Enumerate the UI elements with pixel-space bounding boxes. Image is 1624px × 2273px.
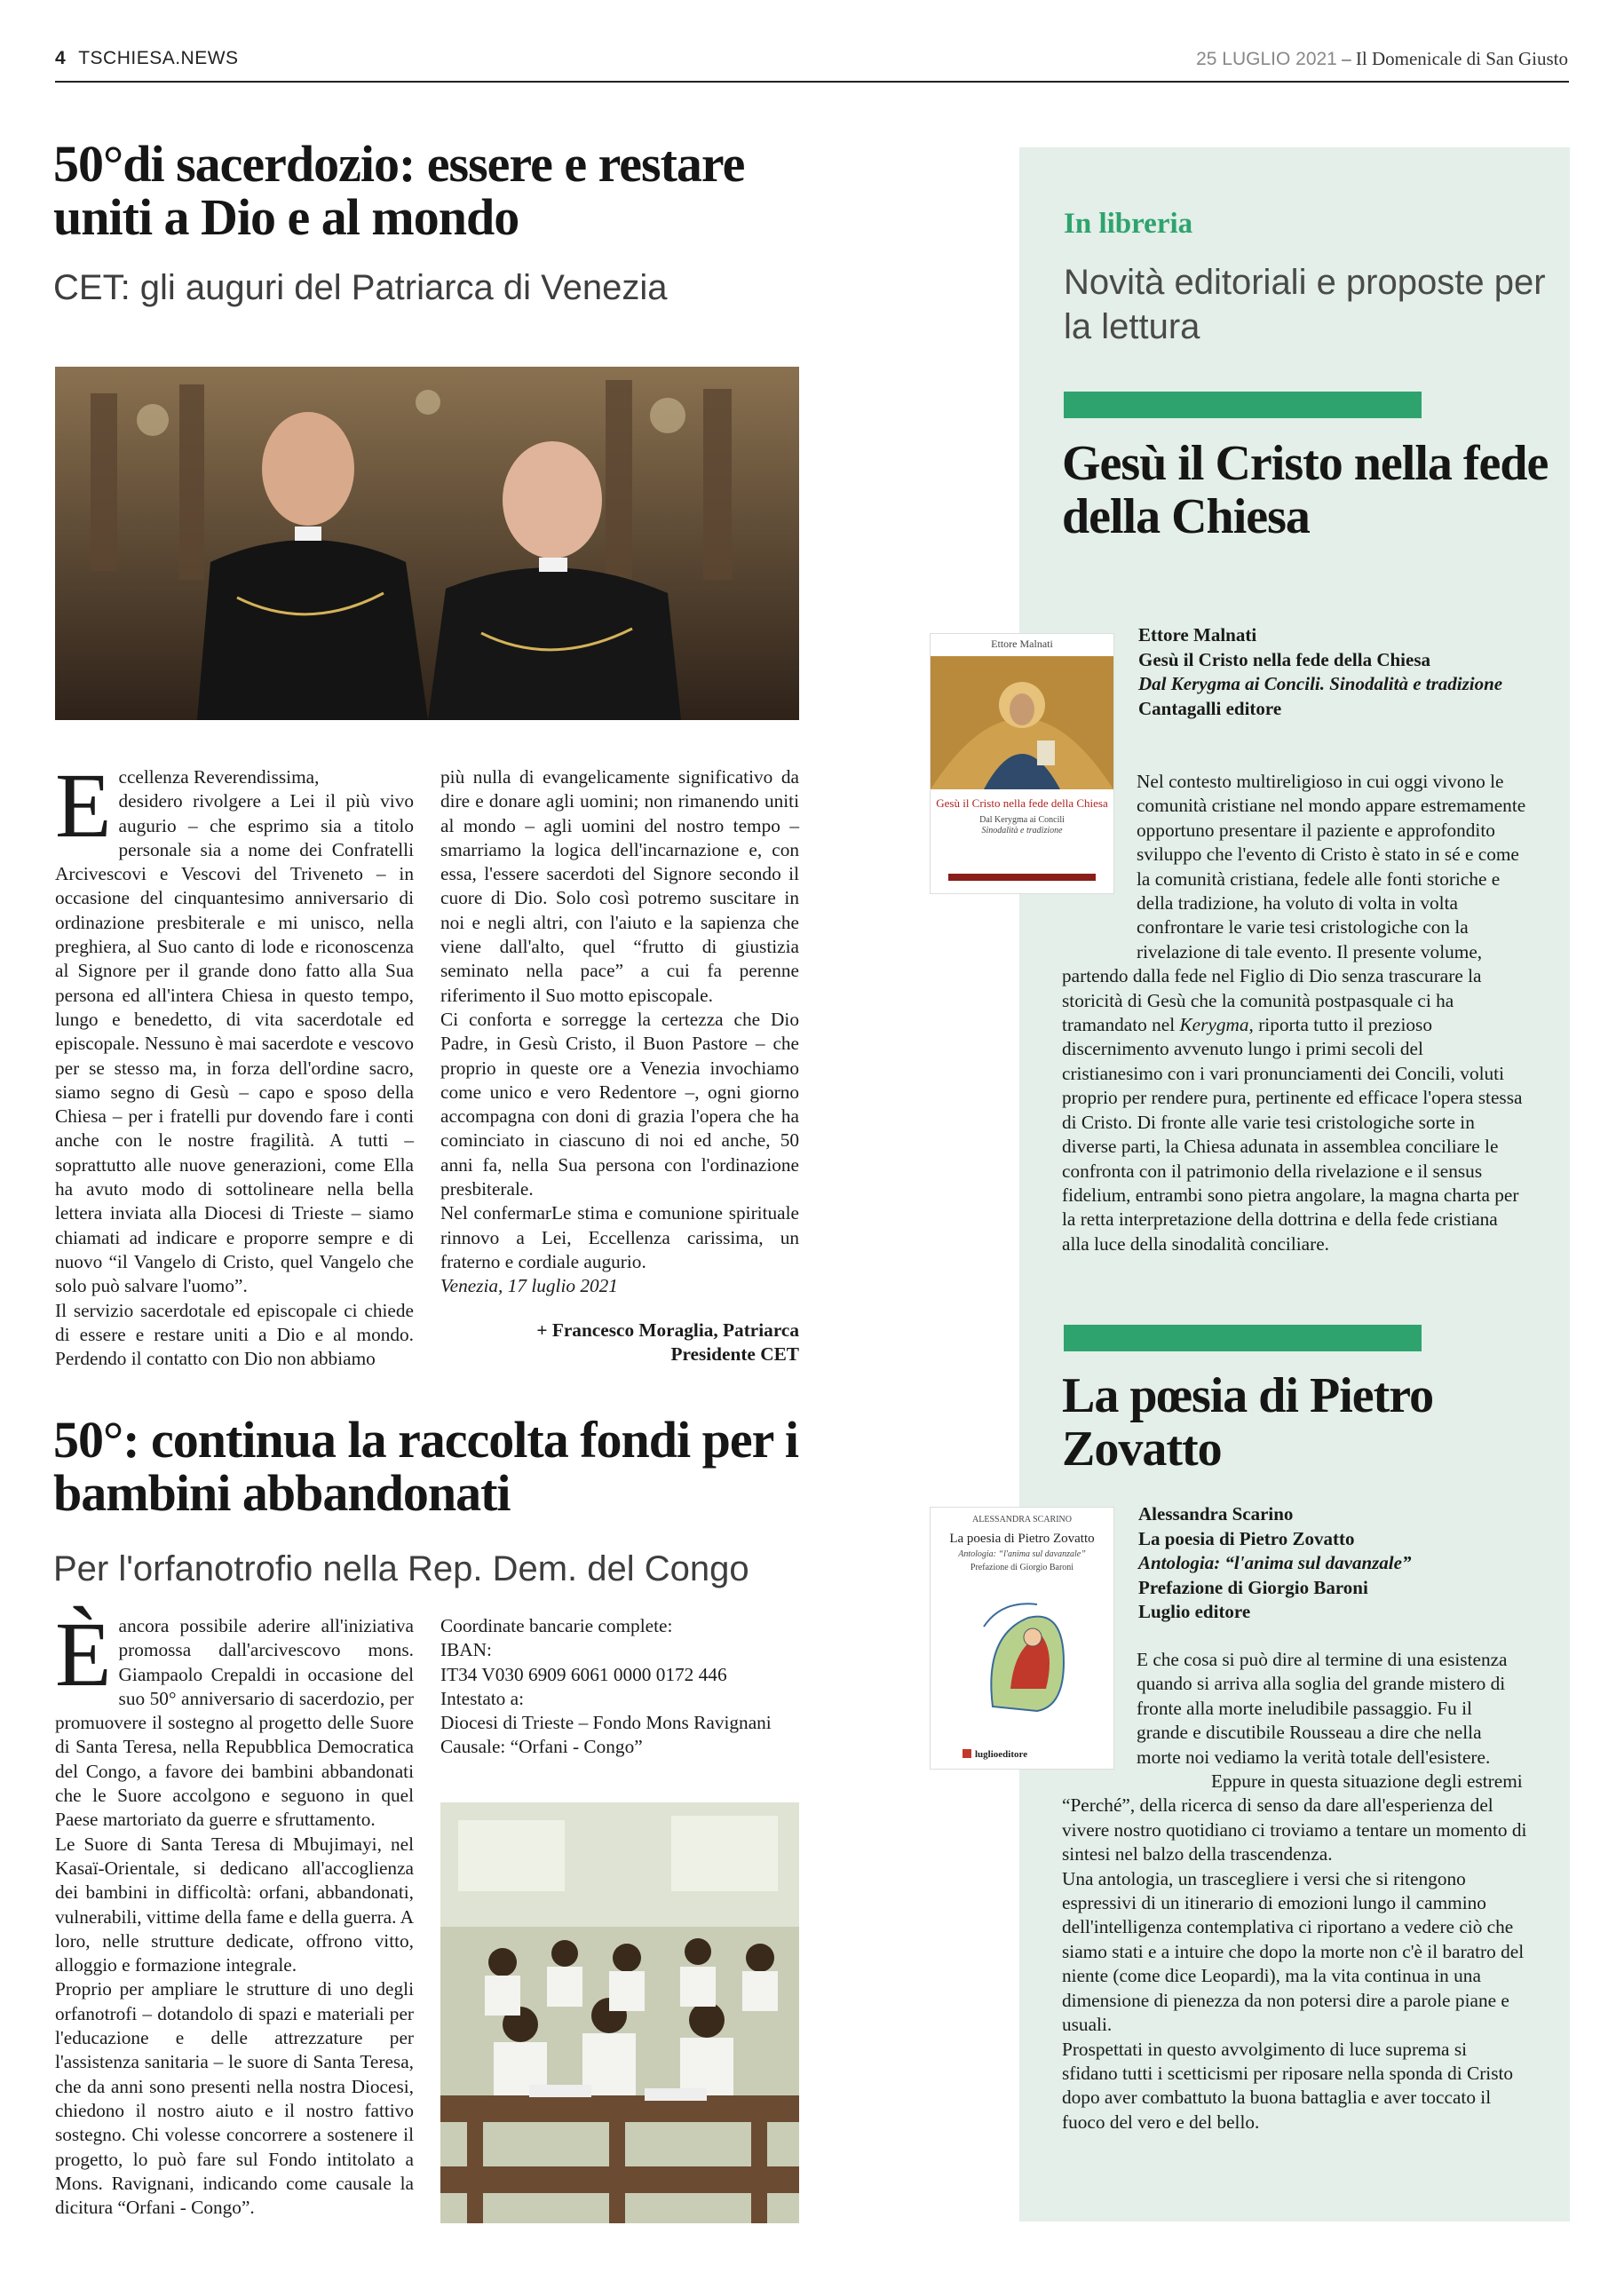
article2-photo (440, 1802, 799, 2223)
article2-column-1 (55, 1604, 414, 2220)
article1-paragraph: Il servizio sacerdotale ed episcopale ci chiede di essere e restare uniti a Dio e al mondo. Perdendo il contatto con Dio non abbiamo (55, 1299, 414, 1370)
article2-paragraph: ancora possibile aderire all'iniziativa promossa dall'arcivescovo mons. Giampaolo Crepaldi in occasione del suo 50° anniversario di sacerdozio, per promuovere il sostegno al progetto delle Suore di Santa Teresa, nella Repubblica Democratica del Congo, a favore dei bambini abbandonati che le Suore accolgono e seguono in quel Paese martoriato da guerre e sfruttamento. (55, 1615, 414, 1831)
float-spacer (1062, 770, 1137, 947)
book2-review-paragraph: E che cosa si può dire al termine di una esistenza quando si arriva alla soglia del grande mistero di fronte alla morte ineludibile passaggio. Fu il grande e discutibile Rousseau a dire che nella morte noi vediamo la verità totale dell'esistere. (1137, 1649, 1508, 1768)
article1-paragraph: desidero rivolgere a Lei il più vivo augurio – che esprimo sia a titolo personale sia a nome dei Confratelli Arcivescovi e Vescovi del Triveneto – in occasione del cinquantesimo anniversario di ordinazione presbiterale e mi unisco, nella preghiera, al Suo canto di lode e riconoscenza al Signore per il grande dono fatto alla Sua persona ed all'intera Chiesa in questo tempo, lungo e benedetto, di vita sacerdotale ed episcopale. Nessuno è mai sacerdote e vescovo per se stesso ma, in forza dell'ordine sacro, siamo segno di Gesù – capo e sposo della Chiesa – per i fratelli pur dovendo fare i conti anche con le nostre fragilità. A tutti – soprattutto alle nuove generazioni, come Ella ha avuto modo di sottolineare nella bella lettera inviata alla Diocesi di Trieste – siamo chiamati ad indicare e proporre sempre e di nuovo “il Vangelo di Cristo, quel Vangelo che solo può salvare l'uomo”. (55, 790, 414, 1297)
book1-cover-author: Ettore Malnati (991, 638, 1053, 650)
article1-paragraph: Ci conforta e sorregge la certezza che Dio Padre, in Gesù Cristo, il Buon Pastore – che proprio in queste ore a Venezia invochiamo come unico e vero Redentore –, ogni giorno accompagna con doni di grazia l'opera che ha cominciato in ciascuno di noi ed anche, 50 anni fa, nella Sua persona con l'ordinazione presbiterale. (440, 1008, 799, 1200)
clergy-photo-illustration (55, 367, 799, 720)
sidebar-label: In libreria (1064, 208, 1193, 240)
book1-cover-subtitle-1: Dal Kerygma ai Concili (979, 815, 1065, 825)
book1-cover-title: Gesù il Cristo nella fede della Chiesa (936, 796, 1108, 810)
book2-review-paragraph: Una antologia, un trascegliere i versi che si ritengono espressivi di un itinerario di emozioni lungo il cammino dell'intelligenza contemplativa ci riportano a vedere ciò che siamo stati e a intuire che dopo la morte non c'è il baratro del niente (come dice Leopardi), ma la vita continua in una dimensione di pienezza da non potersi dire a parole piane e usuali. (1062, 1867, 1525, 2036)
book2-cover-preface: Prefazione di Giorgio Baroni (970, 1563, 1074, 1572)
header-left (55, 48, 239, 69)
header-rule (55, 81, 1569, 83)
book2-subtitle: Antologia: “l'anima sul davanzale” (1138, 1552, 1412, 1573)
article2-paragraph: Proprio per ampliare le strutture di uno degli orfanotrofi – dotandolo di spazi e materiali per l'educazione e delle attrezzature per l'assistenza sanitaria – le suore di Santa Teresa, che da anni sono presenti nella nostra Diocesi, chiedono il nostro aiuto e il nostro fattivo sostegno. Chi volesse concorrere a sostenere il progetto, lo può fare sul Fondo intitolato a Mons. Ravignani, indicando come causale la dicitura “Orfani - Congo”. (55, 1978, 414, 2219)
header-separator: – (1342, 48, 1351, 69)
book2-preface: Prefazione di Giorgio Baroni (1138, 1576, 1368, 1598)
issue-date: 25 LUGLIO 2021 (1196, 49, 1337, 69)
article1-paragraph: più nulla di evangelicamente significativo da dire e donare agli uomini; non rimanendo uniti al mondo – agli uomini del nostro tempo – smarriamo la logica dell'incarnazione e, con essa, l'essere sacerdoti del Signore secondo il cuore di Dio. Solo così potremo suscitare in noi e negli altri, con l'aiuto e la sapienza che viene dall'alto, quel “frutto di giustizia seminato nella pace” a cui fa perenne riferimento il Suo motto episcopale. (440, 766, 799, 1006)
book1-metadata (1138, 623, 1529, 721)
article1-subtitle: CET: gli auguri del Patriarca di Venezia (53, 268, 668, 307)
book1-review-text: Nel contesto multireligioso in cui oggi vivono le comunità cristiane nel mondo appare estremamente opportuno presentare il paziente e approfondito sviluppo che l'evento di Cristo è stato in sé e come la comunità cristiana, fedele alle fonti storiche e della tradizione, ha voluto di volta in volta confrontare le varie tesi cristologiche con la rivelazione di tale evento. Il presente volume, partendo dalla fede nel Figlio di Dio senza trascurare la storicità di Gesù che la comunità postpasquale ci ha tramandato nel (1062, 771, 1526, 1036)
book2-author: Alessandra Scarino (1138, 1503, 1294, 1525)
site-name[interactable]: TSCHIESA.NEWS (78, 48, 239, 68)
book1-title: Gesù il Cristo nella fede della Chiesa (1138, 648, 1430, 670)
article1-photo (55, 367, 799, 720)
book1-review-italic: Kerygma (1179, 1014, 1249, 1036)
article2-bank-details (440, 1614, 799, 1760)
book1-cover-subtitle-2: Sinodalità e tradizione (981, 826, 1063, 836)
book2-review-paragraph: Prospettati in questo avvolgimento di luce suprema si sfidano tutti i scetticismi per riposare nella sponda di Cristo dopo aver combattuto la buona battaglia e aver toccato il fuoco del vero e del bello. (1062, 2038, 1514, 2133)
float-spacer (1062, 1648, 1137, 1772)
article2-subtitle: Per l'orfanotrofio nella Rep. Dem. del Congo (53, 1549, 749, 1588)
article1-column-2 (440, 765, 799, 1366)
article2-title: 50°: continua la raccolta fondi per i bambini abbandonati (53, 1411, 798, 1522)
article2-paragraph: Le Suore di Santa Teresa di Mbujimayi, nel Kasaï-Orientale, si dedicano all'accoglienza dei bambini in difficoltà: orfani, abbandonati, vulnerabili, vittime della fame e della guerra. A loro, nelle strutture dedicate, offrono vitto, alloggio e formazione integrale. (55, 1833, 414, 1976)
book2-cover-author: ALESSANDRA SCARINO (972, 1515, 1072, 1525)
article2-dropcap: È (55, 1604, 112, 1706)
book1-review-text-end: , riporta tutto il prezioso discernimento avvenuto lungo i primi secoli del cristianesimo con i vari pronunciamenti dei Concili, voluti proprio per rendere pura, pertinente ed efficace l'opera stessa di Cristo. Di fronte alle varie tesi cristologiche sorte in diverse parti, la Chiesa adunata in assemblea conciliare le confronta con il patrimonio della rivelazione e il sensus fidelium, entrambi sono pietra angolare, la magna charta per la retta interpretazione della dottrina e della fede cristiana alla luce della sinodalità conciliare. (1062, 1014, 1523, 1255)
article1-title: 50°di sacerdozio: essere e restare uniti a Dio e al mondo (53, 135, 745, 246)
book2-review (1062, 1648, 1527, 2134)
book2-metadata (1138, 1502, 1529, 1625)
book2-cover-publisher: luglioeditore (975, 1749, 1028, 1760)
holder-label: Intestato a: (440, 1687, 525, 1709)
book2-heading: La pœsia di Pietro Zovatto (1062, 1368, 1434, 1477)
book1-author: Ettore Malnati (1138, 624, 1257, 645)
iban-value: IT34 V030 6909 6061 0000 0172 446 (440, 1663, 727, 1685)
header-right (1196, 48, 1568, 70)
book1-heading: Gesù il Cristo nella fede della Chiesa (1062, 436, 1549, 544)
article1-signature-role: Presidente CET (670, 1342, 799, 1365)
article1-paragraph: Nel confermarLe stima e comunione spirituale rinnovo a Lei, Eccellenza carissima, un fraterno e cordiale augurio. (440, 1202, 799, 1272)
section-bar (1064, 392, 1422, 418)
article1-place-date: Venezia, 17 luglio 2021 (440, 1275, 618, 1297)
article1-dropcap: E (55, 755, 112, 857)
publisher-logo-icon (963, 1749, 971, 1758)
publication-name: Il Domenicale di San Giusto (1355, 48, 1568, 69)
book2-cover-subtitle: Antologia: “l'anima sul davanzale” (958, 1549, 1086, 1559)
sidebar-subtitle: Novità editoriali e proposte per la lettura (1064, 263, 1546, 346)
book1-subtitle: Dal Kerygma ai Concili. Sinodalità e tradizione (1138, 673, 1503, 694)
bank-label: Coordinate bancarie complete: (440, 1615, 673, 1636)
book2-cover-title: La poesia di Pietro Zovatto (949, 1532, 1095, 1546)
section-bar (1064, 1325, 1422, 1351)
article1-salutation: ccellenza Reverendissima, (118, 766, 320, 788)
holder-value: Diocesi di Trieste – Fondo Mons Ravignani (440, 1712, 772, 1734)
classroom-photo-illustration (440, 1802, 799, 2223)
book2-review-paragraph: Eppure in questa situazione degli estremi “Perché”, della ricerca di senso da dare all'esperienza del vivere nostro quotidiano ci troviamo a tentare un momento di sintesi nel balzo della trascendenza. (1062, 1770, 1527, 1865)
article1-signature: + Francesco Moraglia, Patriarca (536, 1319, 799, 1341)
page-number: 4 (55, 48, 67, 68)
book1-review (1062, 770, 1527, 1256)
article1-column-1 (55, 755, 414, 1371)
iban-label: IBAN: (440, 1639, 492, 1661)
book2-publisher: Luglio editore (1138, 1601, 1251, 1622)
causal: Causale: “Orfani - Congo” (440, 1736, 643, 1758)
book1-publisher: Cantagalli editore (1138, 697, 1282, 719)
book2-title: La poesia di Pietro Zovatto (1138, 1527, 1355, 1549)
